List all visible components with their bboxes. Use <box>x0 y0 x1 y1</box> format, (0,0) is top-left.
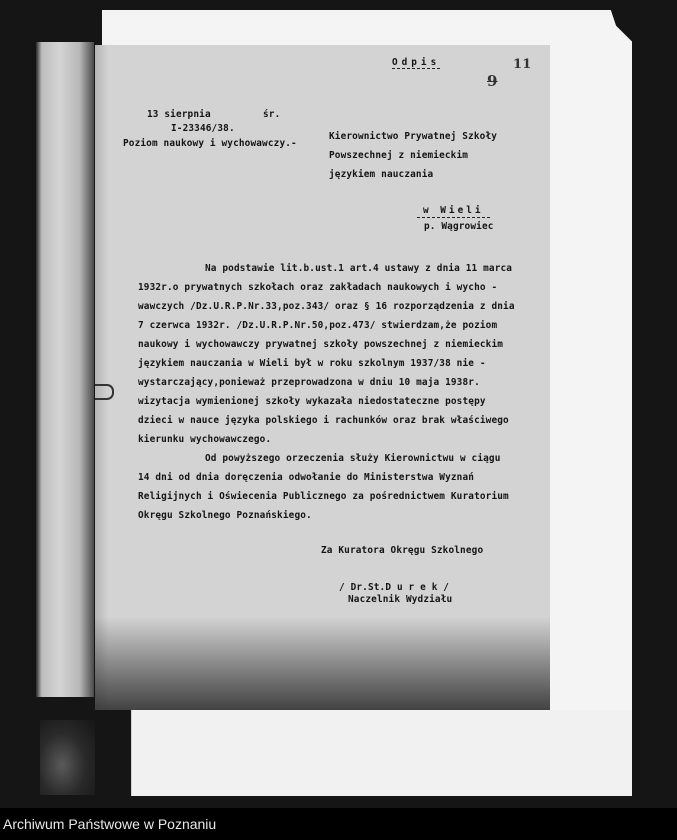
body-line: dzieci w nauce języka polskiego i rachunków oraz brak właściwego <box>138 415 509 426</box>
archive-footer <box>0 808 677 840</box>
addressee-line: Powszechnej z niemieckim <box>329 150 469 161</box>
paper-clip-mark <box>95 384 114 400</box>
body-line: naukowy i wychowawczy prywatnej szkoły powszechnej z niemieckim <box>138 339 504 350</box>
binding-strip <box>36 42 94 697</box>
body-line: wizytacja wymienionej szkoły wykazała niedostateczne postępy <box>138 396 486 407</box>
binding-shadow <box>40 720 95 795</box>
document-date: 13 sierpnia <box>147 109 211 120</box>
place: w Wieli <box>417 205 490 218</box>
document-subject: Poziom naukowy i wychowawczy.- <box>123 138 297 149</box>
body-line: Religijnych i Oświecenia Publicznego za pośrednictwem Kuratorium <box>138 491 509 502</box>
handwritten-page-number: 9 <box>487 72 498 90</box>
body-line: 7 czerwca 1932r. /Dz.U.R.P.Nr.50,poz.473/ stwierdzam,że poziom <box>138 320 498 331</box>
post-office: p. Wągrowiec <box>424 221 494 232</box>
body-line: 14 dni od dnia doręczenia odwołanie do Ministerstwa Wyznań <box>138 472 475 483</box>
handwritten-folio: 11 <box>513 57 532 72</box>
back-sheet-lower-edge <box>132 710 632 796</box>
signature-title: Naczelnik Wydziału <box>348 594 453 605</box>
body-line: 1932r.o prywatnych szkołach oraz zakładach naukowych i wycho - <box>138 282 498 293</box>
document-heading: Odpis <box>392 57 441 68</box>
body-line: wawczych /Dz.U.R.P.Nr.33,poz.343/ oraz § 16 rozporządzenia z dnia <box>138 301 515 312</box>
scanned-document-page <box>95 45 550 710</box>
reference-number: I-23346/38. <box>171 123 235 134</box>
body-line: Okręgu Szkolnego Poznańskiego. <box>138 510 312 521</box>
archive-name: Archiwum Państwowe w Poznaniu <box>3 816 217 832</box>
addressee-line: językiem nauczania <box>329 169 434 180</box>
addressee-line: Kierownictwo Prywatnej Szkoły <box>329 131 498 142</box>
body-line: Na podstawie lit.b.ust.1 art.4 ustawy z dnia 11 marca <box>205 263 513 274</box>
signature-name: / Dr.St.D u r e k / <box>339 582 450 593</box>
document-date-suffix: śr. <box>263 109 281 120</box>
body-line: kierunku wychowawczego. <box>138 434 272 445</box>
body-line: językiem nauczania w Wieli był w roku szkolnym 1937/38 nie - <box>138 358 486 369</box>
body-line: wystarczający,ponieważ przeprowadzona w dniu 10 maja 1938r. <box>138 377 480 388</box>
body-line: Od powyższego orzeczenia służy Kierownictwu w ciągu <box>205 453 501 464</box>
signature-on-behalf: Za Kuratora Okręgu Szkolnego <box>321 545 484 556</box>
